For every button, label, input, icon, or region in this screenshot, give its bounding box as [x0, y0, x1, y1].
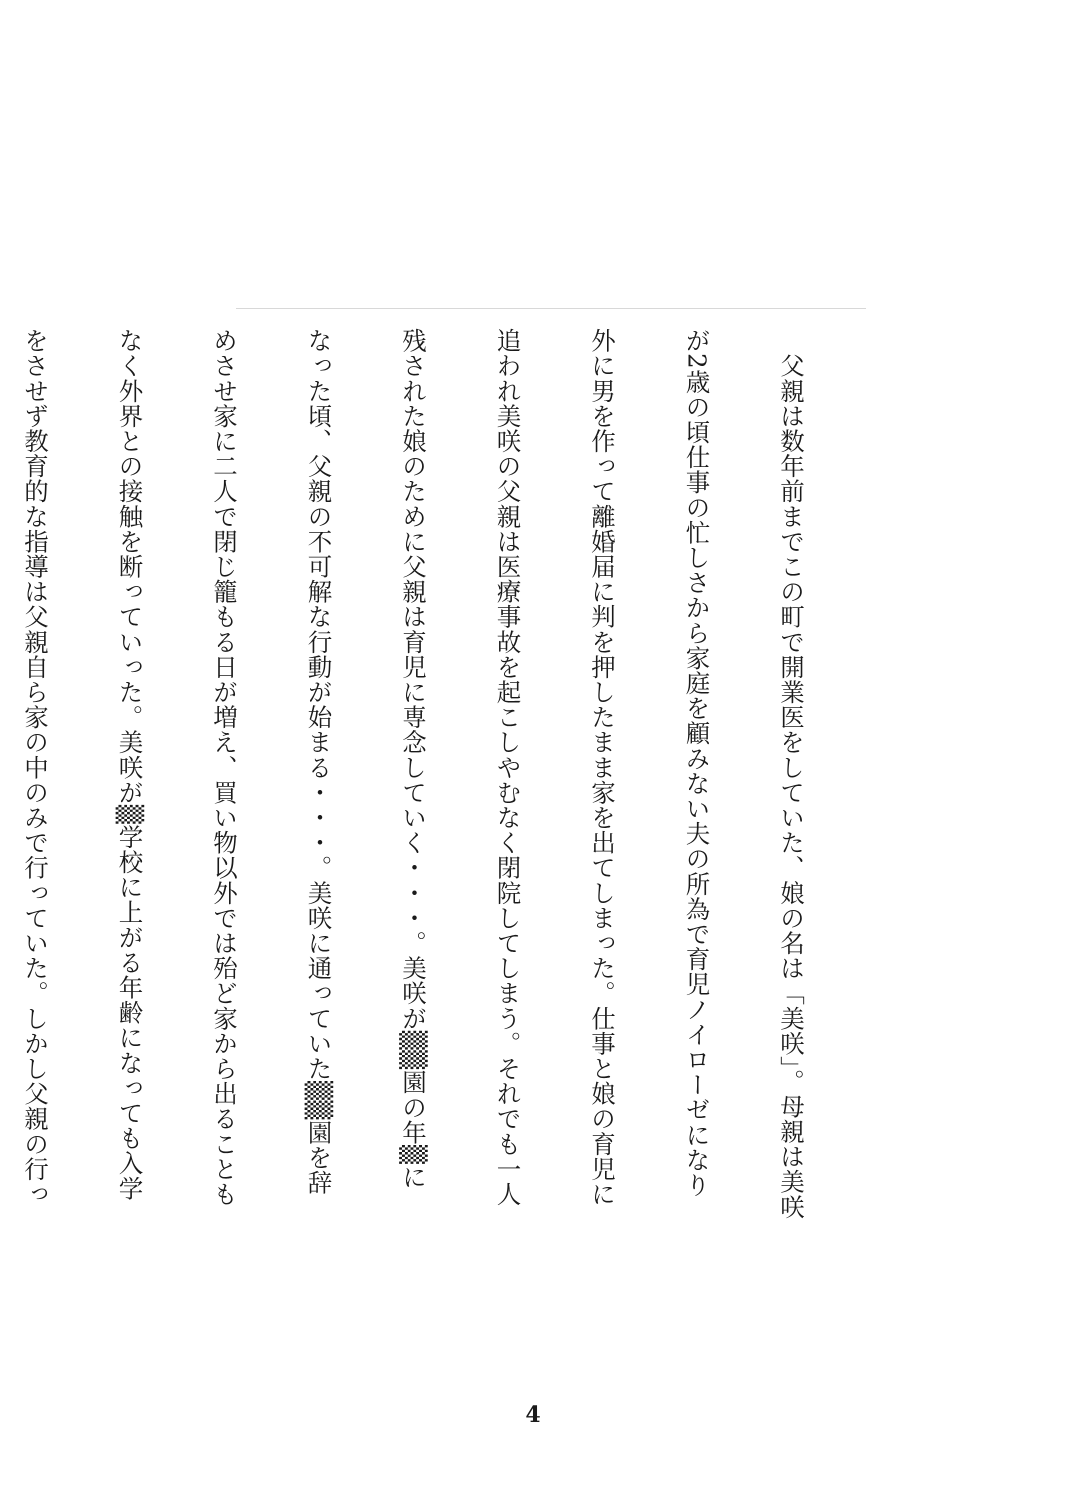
- top-divider-line: [236, 308, 866, 309]
- text-line: が2歳の頃仕事の忙しさから家庭を顧みない夫の所為で育児ノイローゼになり: [682, 328, 712, 1198]
- text-line: なく外界との接触を断っていった。美咲が▒学校に上がる年齢になっても入学: [115, 328, 145, 1201]
- text-line: 外に男を作って離婚届に判を押したまま家を出てしまった。仕事と娘の育児に: [588, 328, 617, 1207]
- text-line: 父親は数年前までこの町で開業医をしていた、娘の名は「美咲」。母親は美咲: [777, 328, 806, 1220]
- text-line: 追われ美咲の父親は医療事故を起こしやむなく閉院してしまう。それでも一人: [493, 328, 523, 1207]
- vertical-text-body: [0, 328, 870, 1220]
- text-line: 残された娘のために父親は育児に専念していく・・・。美咲が▒▒園の年▒に: [399, 328, 428, 1190]
- text-line: めさせ家に二人で閉じ籠もる日が増え、買い物以外では殆ど家から出ることも: [210, 328, 239, 1207]
- page-number: 4: [525, 1402, 541, 1428]
- text-line: なった頃、父親の不可解な行動が始まる・・・。美咲に通っていた▒▒園を辞: [304, 328, 334, 1196]
- text-line: をさせず教育的な指導は父親自ら家の中のみで行っていた。しかし父親の行っ: [21, 328, 50, 1207]
